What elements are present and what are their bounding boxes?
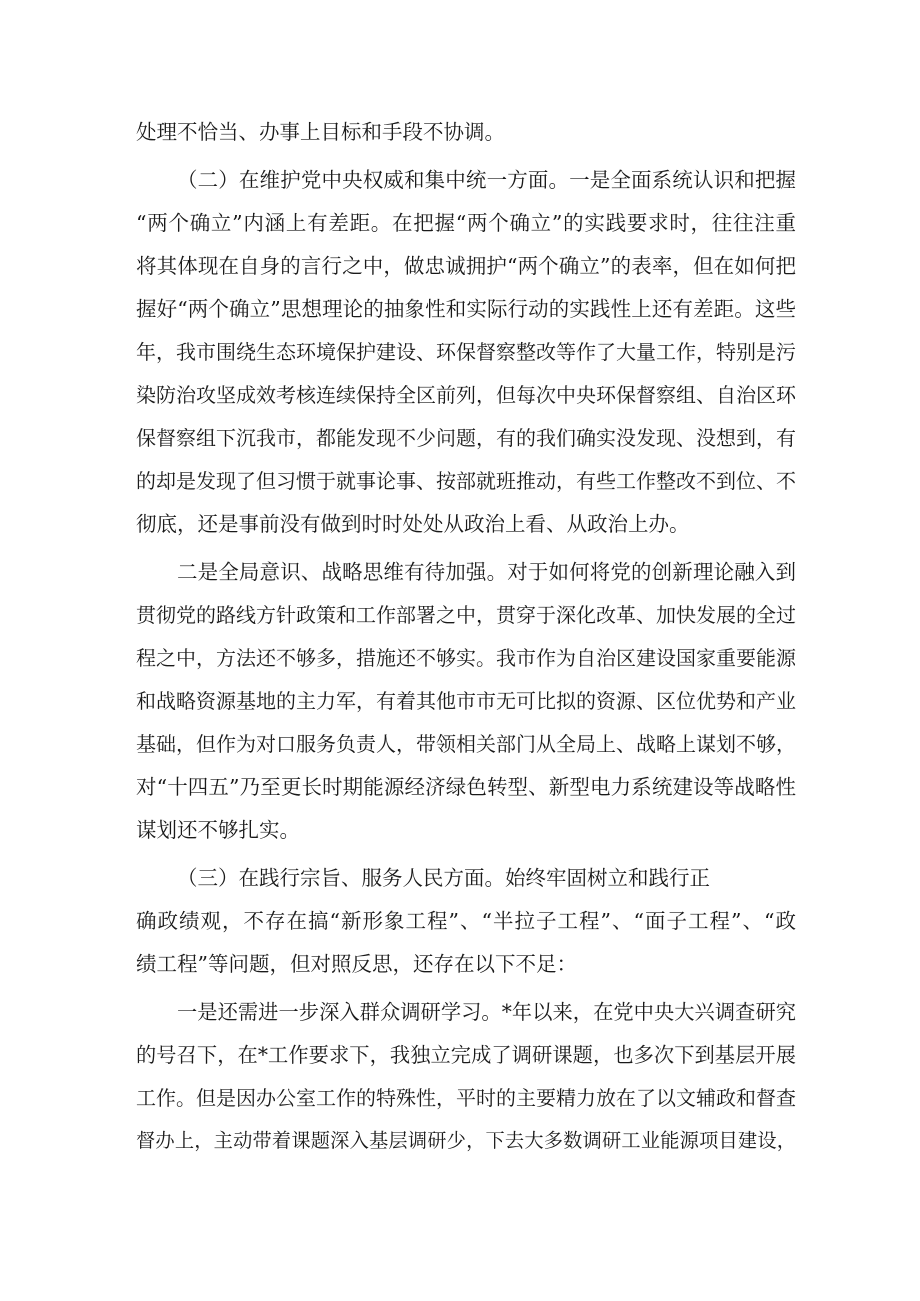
paragraph-line: 彻底，还是事前没有做到时时处处从政治上看、从政治上办。 [136,512,690,536]
paragraph-line: 谋划还不够扎实。 [136,818,300,842]
paragraph-line: 确政绩观，不存在搞“新形象工程”、“半拉子工程”、“面子工程”、“政 [136,909,796,933]
paragraph-line: 将其体现在自身的言行之中，做忠诚拥护“两个确立”的表率，但在如何把 [136,254,796,278]
paragraph-line: 工作。但是因办公室工作的特殊性，平时的主要精力放在了以文辅政和督查 [136,1086,796,1110]
section-heading-line: （二）在维护党中央权威和集中统一方面。一是全面系统认识和把握 [177,168,796,192]
paragraph-line: 和战略资源基地的主力军，有着其他市市无可比拟的资源、区位优势和产业 [136,689,796,713]
paragraph-line: 绩工程”等问题，但对照反思，还存在以下不足： [136,952,577,976]
paragraph-line: 贯彻党的路线方针政策和工作部署之中，贯穿于深化改革、加快发展的全过 [136,603,796,627]
section-heading-line: （三）在践行宗旨、服务人民方面。始终牢固树立和践行正 [177,866,710,890]
paragraph-first-line: 二是全局意识、战略思维有待加强。对于如何将党的创新理论融入到 [177,560,796,584]
paragraph-line: 握好“两个确立”思想理论的抽象性和实际行动的实践性上还有差距。这些 [136,297,796,321]
paragraph-line: 程之中，方法还不够多，措施还不够实。我市作为自治区建设国家重要能源 [136,646,796,670]
paragraph-line: 染防治攻坚成效考核连续保持全区前列，但每次中央环保督察组、自治区环 [136,383,796,407]
paragraph-line: 的号召下，在*工作要求下，我独立完成了调研课题，也多次下到基层开展 [136,1043,796,1067]
paragraph-first-line: 一是还需进一步深入群众调研学习。*年以来，在党中央大兴调查研究 [177,1000,796,1024]
paragraph-line: 基础，但作为对口服务负责人，带领相关部门从全局上、战略上谋划不够， [136,732,796,756]
paragraph-line: 对“十四五”乃至更长时期能源经济绿色转型、新型电力系统建设等战略性 [136,775,796,799]
paragraph-line: 的却是发现了但习惯于就事论事、按部就班推动，有些工作整改不到位、不 [136,469,796,493]
paragraph-line: 年，我市围绕生态环境保护建设、环保督察整改等作了大量工作，特别是污 [136,340,796,364]
paragraph-line: 处理不恰当、办事上目标和手段不协调。 [136,120,505,144]
paragraph-line: “两个确立”内涵上有差距。在把握“两个确立”的实践要求时，往往注重 [136,211,796,235]
paragraph-line: 督办上，主动带着课题深入基层调研少，下去大多数调研工业能源项目建设， [136,1129,796,1152]
paragraph-line: 保督察组下沉我市，都能发现不少问题，有的我们确实没发现、没想到，有 [136,426,796,450]
